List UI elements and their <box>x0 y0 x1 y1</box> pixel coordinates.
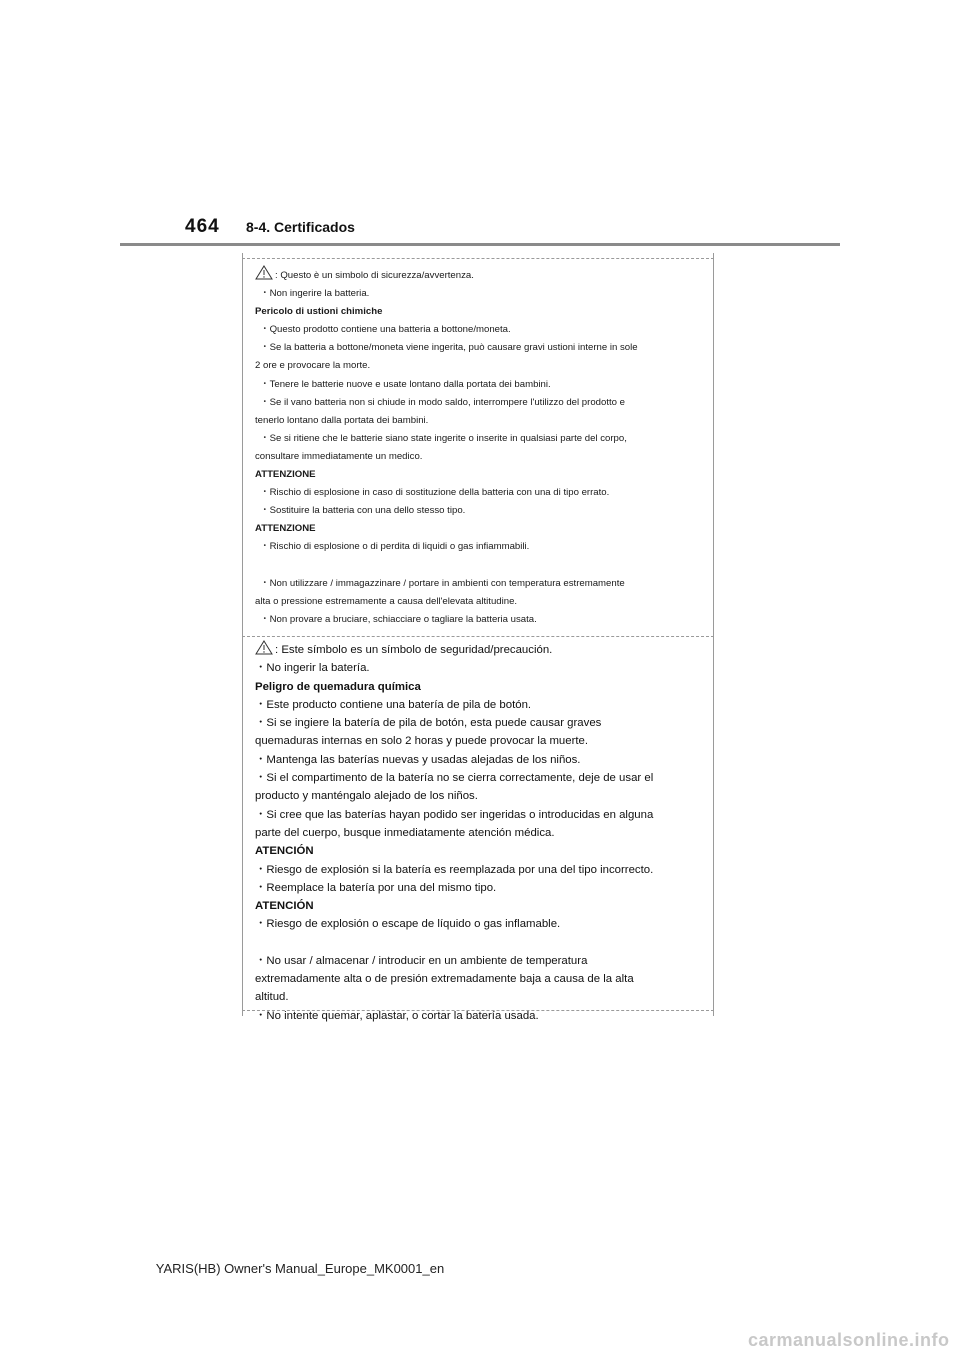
page-number: 464 <box>185 216 220 237</box>
text-line: ・Questo prodotto contiene una batteria a bottone/moneta. <box>260 324 511 336</box>
text-line: alta o pressione estremamente a causa dell'elevata altitudine. <box>255 595 518 607</box>
crop-mark-top-right <box>713 253 714 263</box>
italian-symbol-line <box>255 265 705 285</box>
blank-line <box>255 557 705 575</box>
text-line: ・Si cree que las baterías hayan podido ser ingeridas o introducidas en alguna <box>255 808 654 821</box>
text-line: producto y manténgalo alejado de los niños. <box>255 790 478 803</box>
footer-manual-id: YARIS(HB) Owner's Manual_Europe_MK0001_en <box>155 1261 445 1276</box>
text-line: ・No intente quemar, aplastar, o cortar la batería usada. <box>255 1009 539 1022</box>
text-line: consultare immediatamente un medico. <box>255 450 423 462</box>
text-line: parte del cuerpo, busque inmediatamente atención médica. <box>255 826 555 839</box>
text-line: ・Este producto contiene una batería de pila de botón. <box>255 698 532 711</box>
text-line: ・Rischio di esplosione o di perdita di liquidi o gas infiammabili. <box>260 541 530 553</box>
italian-warning-text <box>255 265 705 629</box>
warning-triangle-icon <box>255 640 273 655</box>
text-heading: ATTENZIONE <box>255 523 316 535</box>
text-line: ・Sostituire la batteria con una dello stesso tipo. <box>260 505 466 517</box>
text-line: ・Riesgo de explosión o escape de líquido o gas inflamable. <box>255 918 561 931</box>
header-rule <box>120 243 840 246</box>
crop-mark-bottom-left <box>242 1006 243 1016</box>
text-line: ・Si el compartimento de la batería no se cierra correctamente, deje de usar el <box>255 772 654 785</box>
text-heading: ATTENZIONE <box>255 469 316 481</box>
text-line: ・Mantenga las baterías nuevas y usadas alejadas de los niños. <box>255 753 581 766</box>
text-line: ・Tenere le batterie nuove e usate lontano dalla portata dei bambini. <box>260 378 551 390</box>
text-line: ・Reemplace la batería por una del mismo tipo. <box>255 881 497 894</box>
text-line: altitud. <box>255 991 289 1004</box>
text-heading: Peligro de quemadura química <box>255 680 421 693</box>
text-line: quemaduras internas en solo 2 horas y puede provocar la muerte. <box>255 735 589 748</box>
text-line: ・Rischio di esplosione in caso di sostituzione della batteria con una di tipo errato. <box>260 487 610 499</box>
text-line: ・No ingerir la batería. <box>255 662 370 675</box>
text-line: ・Non utilizzare / immagazzinare / portare in ambienti con temperatura estremamente <box>260 577 625 589</box>
spanish-warning-text <box>255 640 705 1025</box>
scanned-label-divider <box>242 636 714 637</box>
text-line: ・Non provare a bruciare, schiacciare o tagliare la batteria usata. <box>260 613 537 625</box>
text-heading: Pericolo di ustioni chimiche <box>255 306 383 318</box>
crop-mark-top-left <box>242 253 243 263</box>
spanish-symbol-line <box>255 640 705 659</box>
text-heading: ATENCIÓN <box>255 900 314 913</box>
text-line: ・Riesgo de explosión si la batería es reemplazada por una del tipo incorrecto. <box>255 863 654 876</box>
italian-symbol-text: : Questo è un simbolo di sicurezza/avvertenza. <box>275 270 474 281</box>
warning-triangle-icon <box>255 265 273 280</box>
text-heading: ATENCIÓN <box>255 845 314 858</box>
text-line: ・Non ingerire la batteria. <box>260 288 370 300</box>
text-line: ・Se la batteria a bottone/moneta viene ingerita, può causare gravi ustioni interne in sole <box>260 342 638 354</box>
text-line: ・Se si ritiene che le batterie siano state ingerite o inserite in qualsiasi parte del corpo, <box>260 432 627 444</box>
text-line: tenerlo lontano dalla portata dei bambini. <box>255 414 429 426</box>
spanish-symbol-text: : Este símbolo es un símbolo de seguridad/precaución. <box>275 644 553 656</box>
blank-line <box>255 934 705 952</box>
text-line: ・Se il vano batteria non si chiude in modo saldo, interrompere l'utilizzo del prodotto e <box>260 396 625 408</box>
text-line: ・Si se ingiere la batería de pila de botón, esta puede causar graves <box>255 717 602 730</box>
text-line: extremadamente alta o de presión extremadamente baja a causa de la alta <box>255 973 634 986</box>
crop-mark-bottom-right <box>713 1006 714 1016</box>
text-line: 2 ore e provocare la morte. <box>255 360 371 372</box>
watermark[interactable]: carmanualsonline.info <box>748 1330 950 1350</box>
text-line: ・No usar / almacenar / introducir en un ambiente de temperatura <box>255 954 588 967</box>
section-title: 8-4. Certificados <box>246 219 355 235</box>
